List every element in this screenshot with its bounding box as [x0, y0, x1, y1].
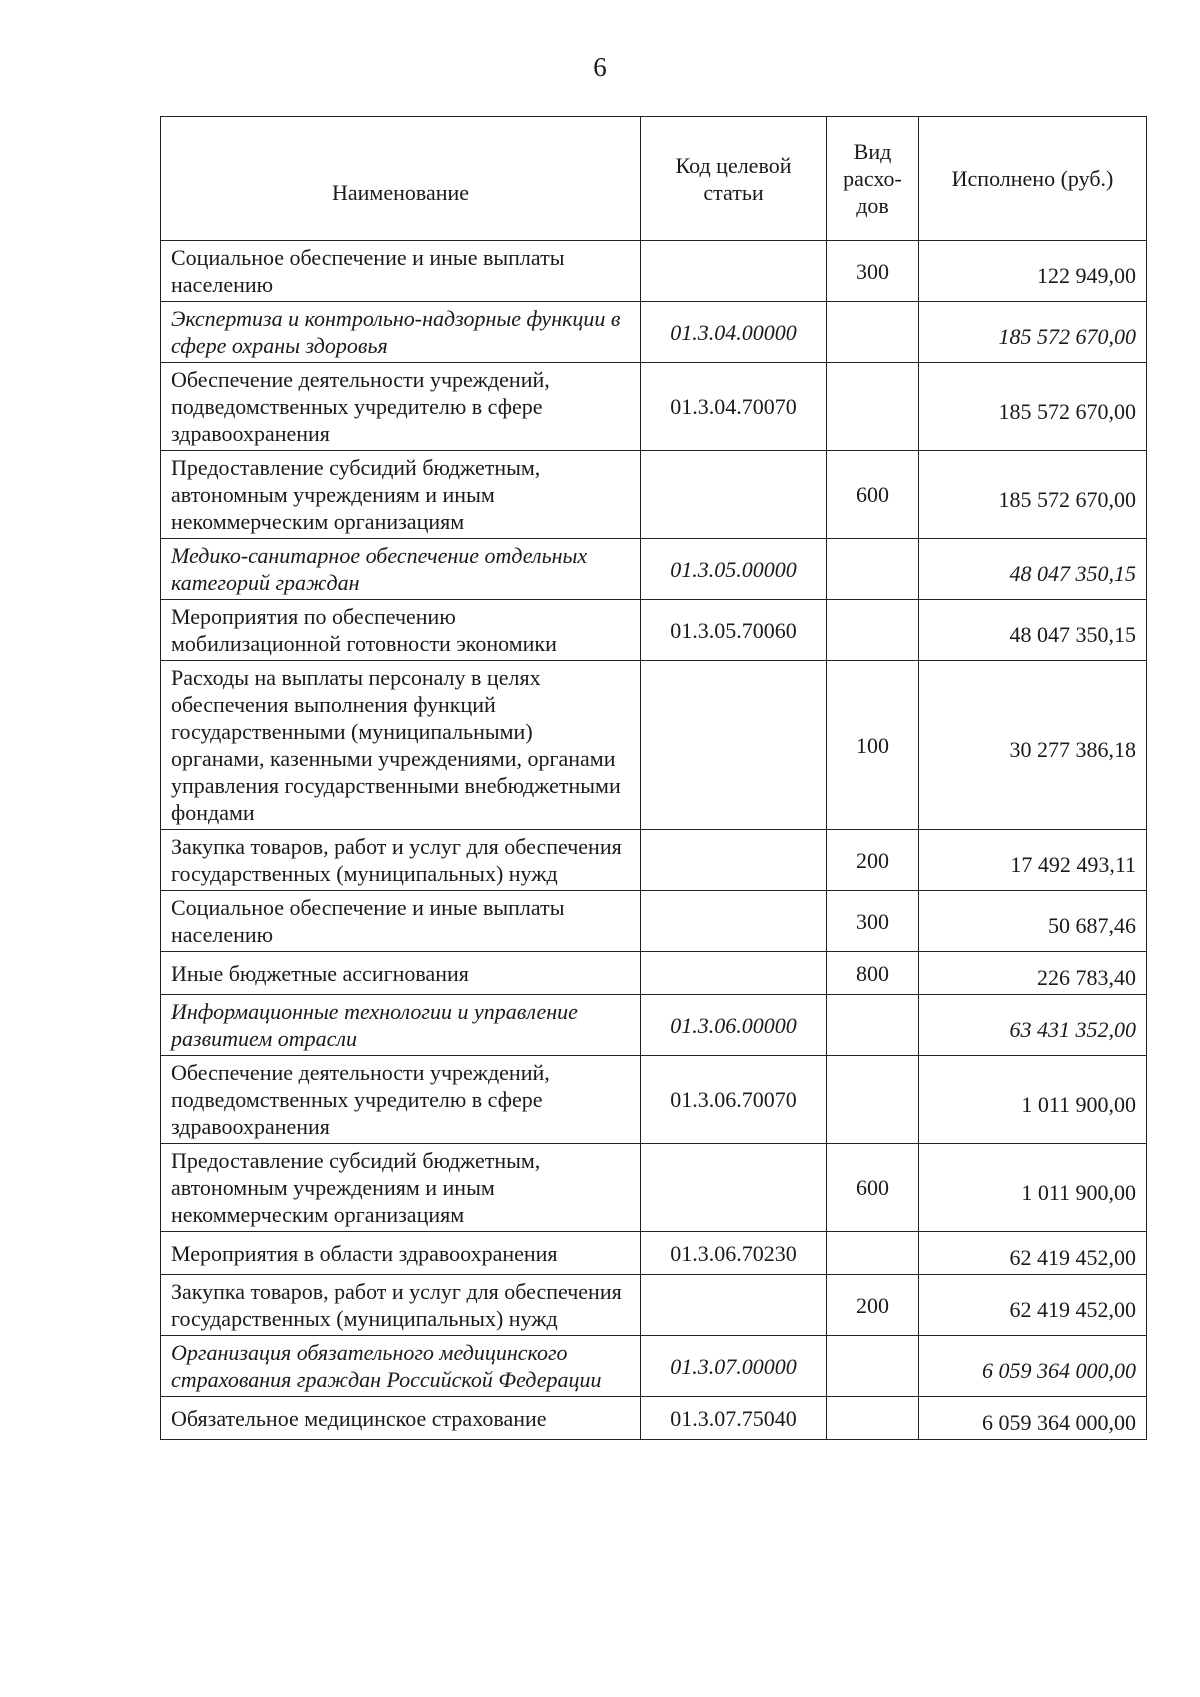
table-row [161, 952, 1147, 995]
row-code [641, 241, 827, 302]
header-type: Вид расхо-дов [827, 117, 919, 241]
row-type: 200 [827, 1275, 919, 1336]
row-amount: 1 011 900,00 [919, 1144, 1147, 1232]
row-amount: 30 277 386,18 [919, 661, 1147, 830]
table-row [161, 1397, 1147, 1440]
row-name: Социальное обеспечение и иные выплаты населению [161, 241, 641, 302]
row-name: Медико-санитарное обеспечение отдельных категорий граждан [161, 539, 641, 600]
header-amount: Исполнено (руб.) [919, 117, 1147, 241]
row-type: 600 [827, 451, 919, 539]
table-row [161, 1275, 1147, 1336]
table-body [161, 241, 1147, 1440]
row-code [641, 661, 827, 830]
table-header [161, 117, 1147, 241]
table-row [161, 241, 1147, 302]
table-row [161, 363, 1147, 451]
row-code: 01.3.06.00000 [641, 995, 827, 1056]
row-name: Иные бюджетные ассигнования [161, 952, 641, 995]
row-name: Предоставление субсидий бюджетным, автономным учреждениям и иным некоммерческим организациям [161, 1144, 641, 1232]
row-name: Закупка товаров, работ и услуг для обеспечения государственных (муниципальных) нужд [161, 1275, 641, 1336]
row-name: Обеспечение деятельности учреждений, подведомственных учредителю в сфере здравоохранения [161, 1056, 641, 1144]
row-amount: 48 047 350,15 [919, 600, 1147, 661]
row-type: 200 [827, 830, 919, 891]
row-code: 01.3.06.70070 [641, 1056, 827, 1144]
page-number: 6 [593, 52, 607, 82]
table-row [161, 830, 1147, 891]
row-name: Информационные технологии и управление развитием отрасли [161, 995, 641, 1056]
row-code [641, 830, 827, 891]
row-code [641, 891, 827, 952]
row-amount: 1 011 900,00 [919, 1056, 1147, 1144]
row-type [827, 539, 919, 600]
row-type: 100 [827, 661, 919, 830]
row-name: Закупка товаров, работ и услуг для обеспечения государственных (муниципальных) нужд [161, 830, 641, 891]
row-amount: 6 059 364 000,00 [919, 1397, 1147, 1440]
row-amount: 50 687,46 [919, 891, 1147, 952]
table-row [161, 995, 1147, 1056]
row-code: 01.3.05.70060 [641, 600, 827, 661]
header-row [161, 117, 1147, 241]
row-name: Мероприятия в области здравоохранения [161, 1232, 641, 1275]
table-row [161, 891, 1147, 952]
header-name: Наименование [161, 117, 641, 241]
row-amount: 6 059 364 000,00 [919, 1336, 1147, 1397]
row-amount: 226 783,40 [919, 952, 1147, 995]
row-amount: 48 047 350,15 [919, 539, 1147, 600]
row-name: Экспертиза и контрольно-надзорные функции в сфере охраны здоровья [161, 302, 641, 363]
row-type [827, 1232, 919, 1275]
table-row [161, 1056, 1147, 1144]
row-name: Организация обязательного медицинского страхования граждан Российской Федерации [161, 1336, 641, 1397]
row-type: 300 [827, 891, 919, 952]
row-amount: 63 431 352,00 [919, 995, 1147, 1056]
row-code [641, 1275, 827, 1336]
row-amount: 185 572 670,00 [919, 363, 1147, 451]
table-row [161, 451, 1147, 539]
row-code: 01.3.06.70230 [641, 1232, 827, 1275]
header-code: Код целевой статьи [641, 117, 827, 241]
row-type [827, 302, 919, 363]
row-name: Обеспечение деятельности учреждений, подведомственных учредителю в сфере здравоохранения [161, 363, 641, 451]
row-type [827, 600, 919, 661]
row-name: Социальное обеспечение и иные выплаты населению [161, 891, 641, 952]
row-type: 600 [827, 1144, 919, 1232]
row-name: Обязательное медицинское страхование [161, 1397, 641, 1440]
table-row [161, 1144, 1147, 1232]
row-type: 800 [827, 952, 919, 995]
row-name: Мероприятия по обеспечению мобилизационной готовности экономики [161, 600, 641, 661]
row-name: Расходы на выплаты персоналу в целях обеспечения выполнения функций государственными (муниципальными) органами, казенными учреждениями, органами управления государственными внебюджетными фондами [161, 661, 641, 830]
row-type [827, 1056, 919, 1144]
row-type: 300 [827, 241, 919, 302]
row-code: 01.3.04.70070 [641, 363, 827, 451]
row-code [641, 952, 827, 995]
row-code: 01.3.07.75040 [641, 1397, 827, 1440]
row-amount: 122 949,00 [919, 241, 1147, 302]
row-type [827, 1397, 919, 1440]
row-code [641, 1144, 827, 1232]
table-row [161, 1336, 1147, 1397]
table-row [161, 302, 1147, 363]
row-amount: 17 492 493,11 [919, 830, 1147, 891]
row-type [827, 1336, 919, 1397]
table-row [161, 600, 1147, 661]
row-type [827, 363, 919, 451]
row-type [827, 995, 919, 1056]
row-code: 01.3.07.00000 [641, 1336, 827, 1397]
row-code: 01.3.04.00000 [641, 302, 827, 363]
row-amount: 62 419 452,00 [919, 1275, 1147, 1336]
row-amount: 62 419 452,00 [919, 1232, 1147, 1275]
table-row [161, 1232, 1147, 1275]
budget-table [160, 116, 1147, 1440]
row-amount: 185 572 670,00 [919, 451, 1147, 539]
row-amount: 185 572 670,00 [919, 302, 1147, 363]
table-row [161, 661, 1147, 830]
row-name: Предоставление субсидий бюджетным, автономным учреждениям и иным некоммерческим организациям [161, 451, 641, 539]
row-code: 01.3.05.00000 [641, 539, 827, 600]
table-row [161, 539, 1147, 600]
row-code [641, 451, 827, 539]
